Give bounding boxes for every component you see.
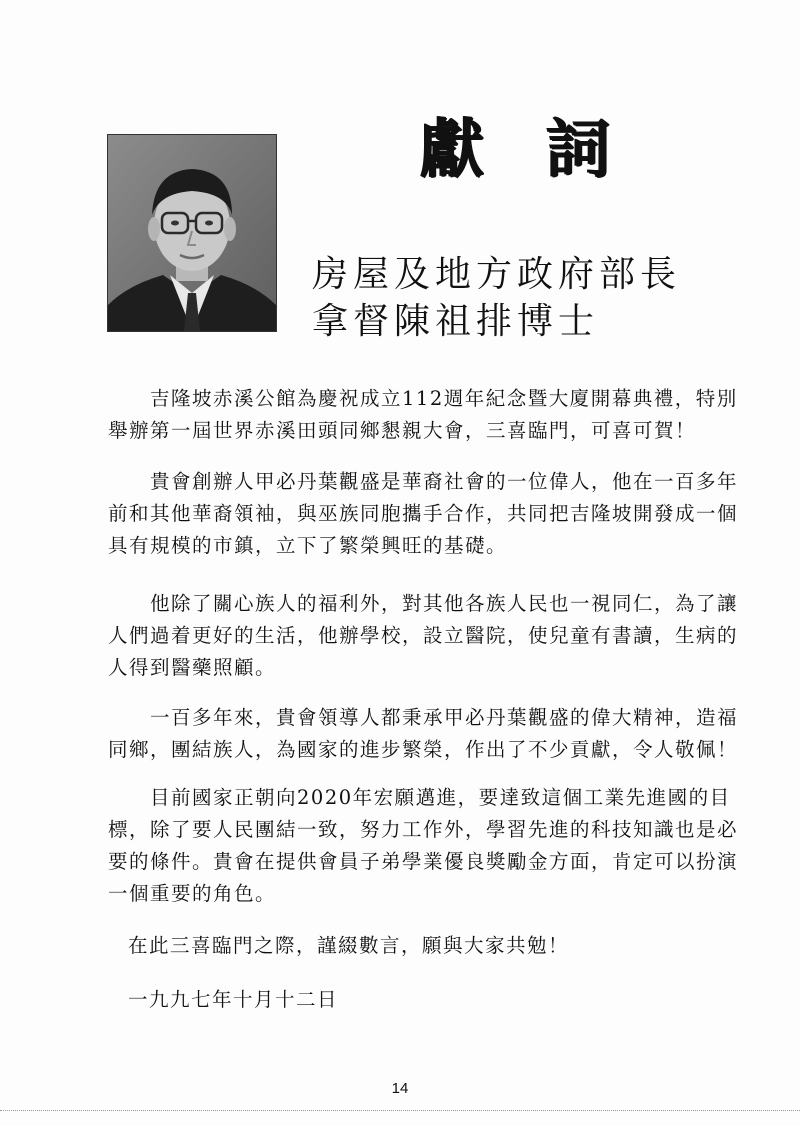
paragraph-3: [108, 588, 738, 684]
paragraph-6-text: 在此三喜臨門之際，謹綴數言，願與大家共勉！: [128, 934, 570, 957]
page-number: 14: [391, 1080, 409, 1097]
page-title: 獻 詞: [420, 112, 631, 187]
paragraph-3-text: 他除了關心族人的福利外，對其他各族人民也一視同仁，為了讓人們過着更好的生活，他辦學校，設立醫院，使兒童有書讀，生病的人得到醫藥照顧。: [108, 592, 739, 679]
paragraph-5-text: 目前國家正朝向2020年宏願邁進，要達致這個工業先進國的目標，除了要人民團結一致，努力工作外，學習先進的科技知識也是必要的條件。貴會在提供會員子弟學業優良獎勵金方面，肯定可以扮演一個重要的角色。: [108, 786, 739, 905]
date-line: [108, 984, 738, 1016]
paragraph-5: [108, 782, 738, 910]
date-text: 一九九七年十月十二日: [128, 988, 339, 1011]
paragraph-1: [108, 383, 738, 447]
author-name: 拿督陳祖排博士: [312, 301, 600, 342]
author-role: 房屋及地方政府部長: [312, 254, 682, 295]
paragraph-4: [108, 702, 738, 766]
paragraph-1-text: 吉隆坡赤溪公館為慶祝成立112週年紀念暨大廈開幕典禮，特別舉辦第一屆世界赤溪田頭同鄉懇親大會，三喜臨門，可喜可賀！: [108, 387, 738, 442]
paragraph-2-text: 貴會創辦人甲必丹葉觀盛是華裔社會的一位偉人，他在一百多年前和其他華裔領袖，與巫族同胞攜手合作，共同把吉隆坡開發成一個具有規模的市鎮，立下了繁榮興旺的基礎。: [108, 470, 739, 557]
scan-edge-noise: [0, 1110, 800, 1114]
paragraph-6: [108, 930, 738, 962]
paragraph-4-text: 一百多年來，貴會領導人都秉承甲必丹葉觀盛的偉大精神，造福同鄉，團結族人，為國家的進步繁榮，作出了不少貢獻，令人敬佩！: [108, 706, 739, 761]
portrait-photo: [107, 134, 277, 332]
paragraph-2: [108, 466, 738, 562]
